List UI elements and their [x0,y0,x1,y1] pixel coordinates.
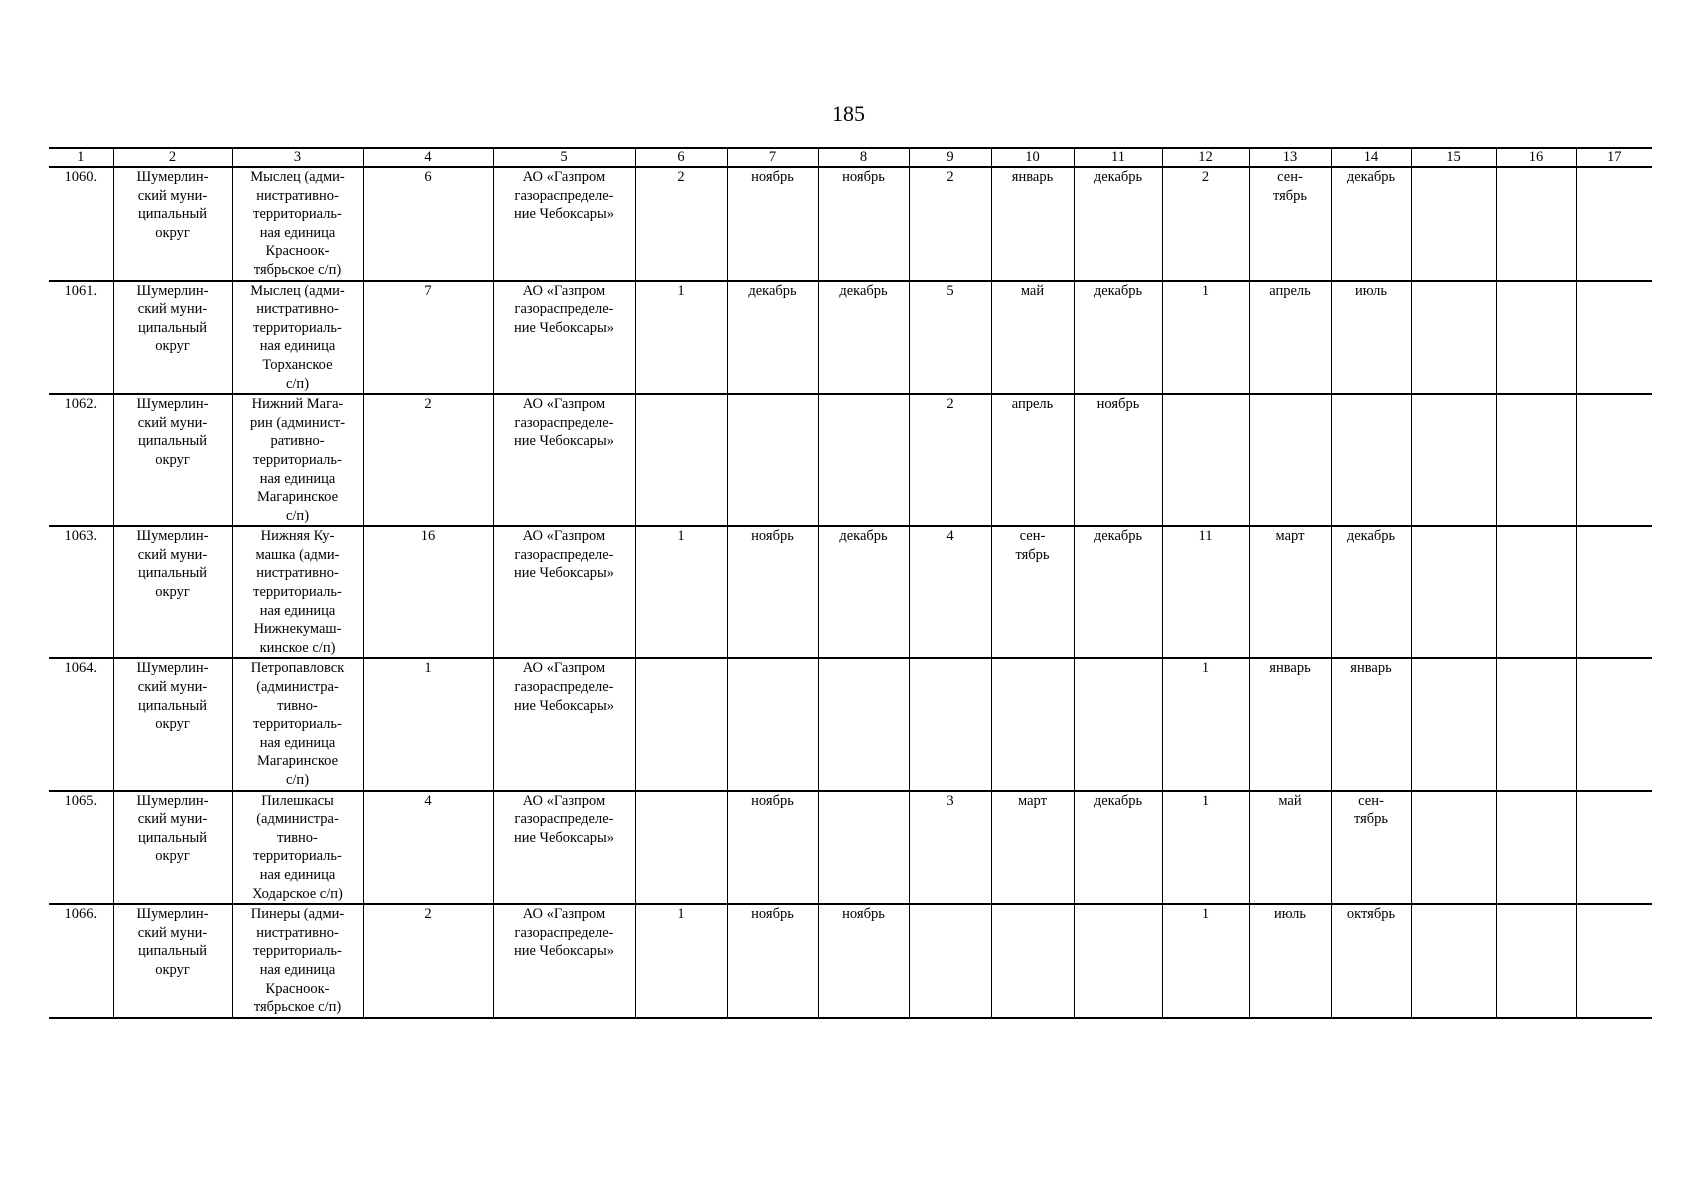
col13-line: апрель [1269,282,1311,299]
col15-cell [1411,281,1496,395]
col8-cell [818,658,909,790]
col10-line: сен- [1019,528,1046,545]
locality-line: Петропавловск [250,660,345,677]
col10-line: январь [1011,169,1054,185]
locality-line: территориаль- [253,584,342,601]
col14-line: октябрь [1346,906,1396,923]
locality-line: Мыслец (адми- [250,169,345,185]
column-header-1: 1 [49,148,113,167]
locality-line: территориаль- [253,451,342,468]
col8-cell: ноябрь [818,167,909,281]
col17-cell [1576,904,1652,1018]
col13-line: март [1275,528,1305,545]
locality-line: машка (адми- [255,546,340,563]
col13-line: сен- [1277,169,1303,185]
organization-cell [493,658,635,790]
col7-cell: ноябрь [727,791,818,905]
col16-cell [1496,394,1576,526]
col13-cell [1249,791,1331,905]
organization-line: АО «Газпром [522,660,606,677]
district-line: округ [155,584,190,601]
locality-line: (администра- [256,679,339,696]
organization-line: газораспределе- [514,414,614,431]
row-number-cell: 1061. [49,281,113,395]
col16-cell [1496,526,1576,658]
organization-line: АО «Газпром [522,906,606,923]
district-line: ский муни- [137,414,208,431]
organization-line: АО «Газпром [522,282,606,299]
column-header-7: 7 [727,148,818,167]
locality-line: ная единица [259,734,336,751]
organization-line: газораспределе- [514,679,614,696]
locality-line: с/п) [285,375,310,392]
col12-cell: 2 [1162,167,1249,281]
district-cell [113,167,232,281]
district-cell [113,791,232,905]
organization-line: ние Чебоксары» [513,433,615,450]
col7-cell [727,658,818,790]
table-row [49,167,1652,281]
locality-line: ная единица [259,470,336,487]
district-line: ципальный [138,697,207,714]
organization-line: газораспределе- [514,187,614,204]
col9-cell: 2 [909,394,991,526]
col12-cell: 1 [1162,791,1249,905]
district-line: округ [155,224,190,241]
district-line: округ [155,451,190,468]
district-line: Шумерлин- [136,906,209,923]
organization-line: АО «Газпром [522,396,606,413]
col7-cell: декабрь [727,281,818,395]
col6-cell [635,658,727,790]
col6-cell [635,791,727,905]
row-number-cell: 1063. [49,526,113,658]
locality-line: (администра- [256,811,339,828]
locality-line: территориаль- [253,943,342,960]
col13-line: май [1278,792,1302,809]
table-row [49,791,1652,905]
locality-cell [232,167,363,281]
col14-line: июль [1354,282,1388,299]
count-cell: 1 [363,658,493,790]
organization-cell [493,281,635,395]
col10-line: апрель [1011,396,1054,413]
row-number-cell: 1060. [49,167,113,281]
col13-cell [1249,658,1331,790]
column-header-9: 9 [909,148,991,167]
column-header-8: 8 [818,148,909,167]
locality-line: Красноок- [265,980,330,997]
column-header-14: 14 [1331,148,1411,167]
locality-line: кинское с/п) [259,639,336,656]
district-line: Шумерлин- [136,660,209,677]
locality-line: территориаль- [253,319,342,336]
district-line: округ [155,848,190,865]
locality-cell [232,791,363,905]
col9-cell: 4 [909,526,991,658]
district-line: ский муни- [137,301,208,318]
col11-cell: декабрь [1074,791,1162,905]
locality-cell [232,526,363,658]
col15-cell [1411,167,1496,281]
district-cell [113,281,232,395]
organization-line: ние Чебоксары» [513,829,615,846]
locality-line: тябрьское с/п) [253,261,342,278]
organization-line: газораспределе- [514,301,614,318]
district-line: Шумерлин- [136,282,209,299]
organization-line: ние Чебоксары» [513,319,615,336]
organization-line: ние Чебоксары» [513,943,615,960]
col12-cell: 1 [1162,281,1249,395]
locality-line: ная единица [259,338,336,355]
column-header-17: 17 [1576,148,1652,167]
col11-cell: ноябрь [1074,394,1162,526]
locality-line: тябрьское с/п) [253,999,342,1016]
col14-cell [1331,658,1411,790]
organization-cell [493,791,635,905]
table-row [49,394,1652,526]
col12-cell: 1 [1162,904,1249,1018]
locality-line: нистративно- [256,187,339,204]
column-header-15: 15 [1411,148,1496,167]
col14-cell [1331,904,1411,1018]
district-line: ципальный [138,829,207,846]
column-header-5: 5 [493,148,635,167]
col11-cell [1074,904,1162,1018]
locality-line: Магаринское [256,489,339,506]
locality-line: Магаринское [256,753,339,770]
page-number: 185 [832,101,865,126]
count-cell: 16 [363,526,493,658]
locality-line: Нижнекумаш- [253,621,342,638]
col14-line: январь [1350,660,1392,677]
count-cell: 7 [363,281,493,395]
locality-line: Мыслец (адми- [250,282,345,299]
col6-cell: 1 [635,904,727,1018]
table-row [49,658,1652,790]
col10-line: март [1018,792,1047,809]
district-line: ципальный [138,319,207,336]
district-cell [113,658,232,790]
district-line: ципальный [138,943,207,960]
column-header-6: 6 [635,148,727,167]
col14-cell [1331,394,1411,526]
col17-cell [1576,791,1652,905]
col10-line: май [1020,282,1045,299]
col8-cell: декабрь [818,526,909,658]
locality-line: Нижняя Ку- [260,528,335,545]
col13-cell [1249,167,1331,281]
row-number-cell: 1062. [49,394,113,526]
col8-cell [818,394,909,526]
col13-cell [1249,526,1331,658]
col16-cell [1496,904,1576,1018]
locality-line: Нижний Мага- [251,396,344,413]
col13-cell [1249,394,1331,526]
locality-line: рин (админист- [249,414,346,431]
district-cell [113,526,232,658]
locality-line: территориаль- [253,206,342,223]
count-cell: 4 [363,791,493,905]
col17-cell [1576,281,1652,395]
col14-cell [1331,167,1411,281]
col10-cell [991,791,1074,905]
col16-cell [1496,658,1576,790]
col8-cell: декабрь [818,281,909,395]
organization-cell [493,167,635,281]
locality-cell [232,281,363,395]
count-cell: 2 [363,904,493,1018]
locality-line: Пилешкасы [261,792,334,809]
col10-cell [991,658,1074,790]
organization-line: газораспределе- [514,546,614,563]
locality-line: ная единица [259,602,336,619]
col11-cell: декабрь [1074,167,1162,281]
col9-cell [909,658,991,790]
organization-cell [493,526,635,658]
locality-line: ная единица [259,224,336,241]
locality-line: тивно- [277,697,318,714]
locality-line: нистративно- [256,924,339,941]
district-line: Шумерлин- [136,169,209,185]
district-line: округ [155,338,190,355]
district-line: ский муни- [137,546,208,563]
count-cell: 6 [363,167,493,281]
col13-line: июль [1273,906,1307,923]
table-row [49,904,1652,1018]
col17-cell [1576,394,1652,526]
column-header-2: 2 [113,148,232,167]
col6-cell: 2 [635,167,727,281]
col10-cell [991,904,1074,1018]
district-line: Шумерлин- [136,792,209,809]
organization-line: газораспределе- [514,811,614,828]
organization-cell [493,394,635,526]
col7-cell: ноябрь [727,526,818,658]
col13-line: тябрь [1272,187,1308,204]
locality-line: с/п) [285,772,310,788]
organization-cell [493,904,635,1018]
col15-cell [1411,658,1496,790]
district-cell [113,904,232,1018]
col14-cell [1331,791,1411,905]
column-header-4: 4 [363,148,493,167]
col8-cell: ноябрь [818,904,909,1018]
col12-cell: 11 [1162,526,1249,658]
locality-line: Пинеры (адми- [250,906,345,923]
column-header-10: 10 [991,148,1074,167]
col16-cell [1496,167,1576,281]
locality-line: Красноок- [265,243,330,260]
col12-cell [1162,394,1249,526]
column-header-3: 3 [232,148,363,167]
locality-line: нистративно- [256,565,339,582]
district-line: ципальный [138,565,207,582]
col10-line: тябрь [1015,546,1050,563]
locality-line: Ходарское с/п) [252,885,343,902]
column-header-16: 16 [1496,148,1576,167]
row-number-cell: 1064. [49,658,113,790]
gas-schedule-table [49,147,1652,1019]
col14-cell [1331,281,1411,395]
col9-cell [909,904,991,1018]
col15-cell [1411,526,1496,658]
locality-cell [232,394,363,526]
col14-line: тябрь [1353,811,1389,828]
column-number-header-row [49,148,1652,167]
organization-line: ние Чебоксары» [513,697,615,714]
col17-cell [1576,658,1652,790]
column-header-12: 12 [1162,148,1249,167]
organization-line: ние Чебоксары» [513,565,615,582]
col9-cell: 2 [909,167,991,281]
row-number-cell: 1066. [49,904,113,1018]
district-line: ципальный [138,206,207,223]
col6-cell: 1 [635,281,727,395]
col14-line: сен- [1358,792,1384,809]
organization-line: ние Чебоксары» [513,206,615,223]
col7-cell: ноябрь [727,167,818,281]
locality-cell [232,658,363,790]
locality-line: территориаль- [253,716,342,733]
district-line: округ [155,961,190,978]
col13-line: январь [1269,660,1311,677]
col10-cell [991,167,1074,281]
organization-line: АО «Газпром [522,792,606,809]
table-row [49,526,1652,658]
table-row [49,281,1652,395]
column-header-11: 11 [1074,148,1162,167]
organization-line: АО «Газпром [522,169,606,185]
col14-line: декабрь [1346,528,1396,545]
col15-cell [1411,904,1496,1018]
locality-line: ная единица [259,866,336,883]
col16-cell [1496,791,1576,905]
col6-cell: 1 [635,526,727,658]
col14-line: декабрь [1346,169,1396,185]
col7-cell [727,394,818,526]
organization-line: газораспределе- [514,924,614,941]
district-line: округ [155,716,190,733]
locality-cell [232,904,363,1018]
col15-cell [1411,791,1496,905]
locality-line: нистративно- [256,301,339,318]
col14-cell [1331,526,1411,658]
col9-cell: 5 [909,281,991,395]
locality-line: территориаль- [253,848,342,865]
col10-cell [991,394,1074,526]
col12-cell: 1 [1162,658,1249,790]
district-line: ский муни- [137,679,208,696]
col11-cell: декабрь [1074,281,1162,395]
locality-line: ная единица [259,961,336,978]
count-cell: 2 [363,394,493,526]
col17-cell [1576,167,1652,281]
organization-line: АО «Газпром [522,528,606,545]
locality-line: Торханское [262,356,333,373]
col11-cell: декабрь [1074,526,1162,658]
locality-line: с/п) [285,507,310,524]
district-line: Шумерлин- [136,396,209,413]
locality-line: тивно- [277,829,318,846]
district-line: Шумерлин- [136,528,209,545]
col6-cell [635,394,727,526]
district-line: ципальный [138,433,207,450]
district-line: ский муни- [137,187,208,204]
col16-cell [1496,281,1576,395]
row-number-cell: 1065. [49,791,113,905]
col13-cell [1249,281,1331,395]
col9-cell: 3 [909,791,991,905]
district-cell [113,394,232,526]
col7-cell: ноябрь [727,904,818,1018]
district-line: ский муни- [137,811,208,828]
column-header-13: 13 [1249,148,1331,167]
table-body [49,148,1652,1018]
col11-cell [1074,658,1162,790]
col10-cell [991,281,1074,395]
col10-cell [991,526,1074,658]
col17-cell [1576,526,1652,658]
locality-line: ративно- [270,433,325,450]
col13-cell [1249,904,1331,1018]
col15-cell [1411,394,1496,526]
col8-cell [818,791,909,905]
district-line: ский муни- [137,924,208,941]
